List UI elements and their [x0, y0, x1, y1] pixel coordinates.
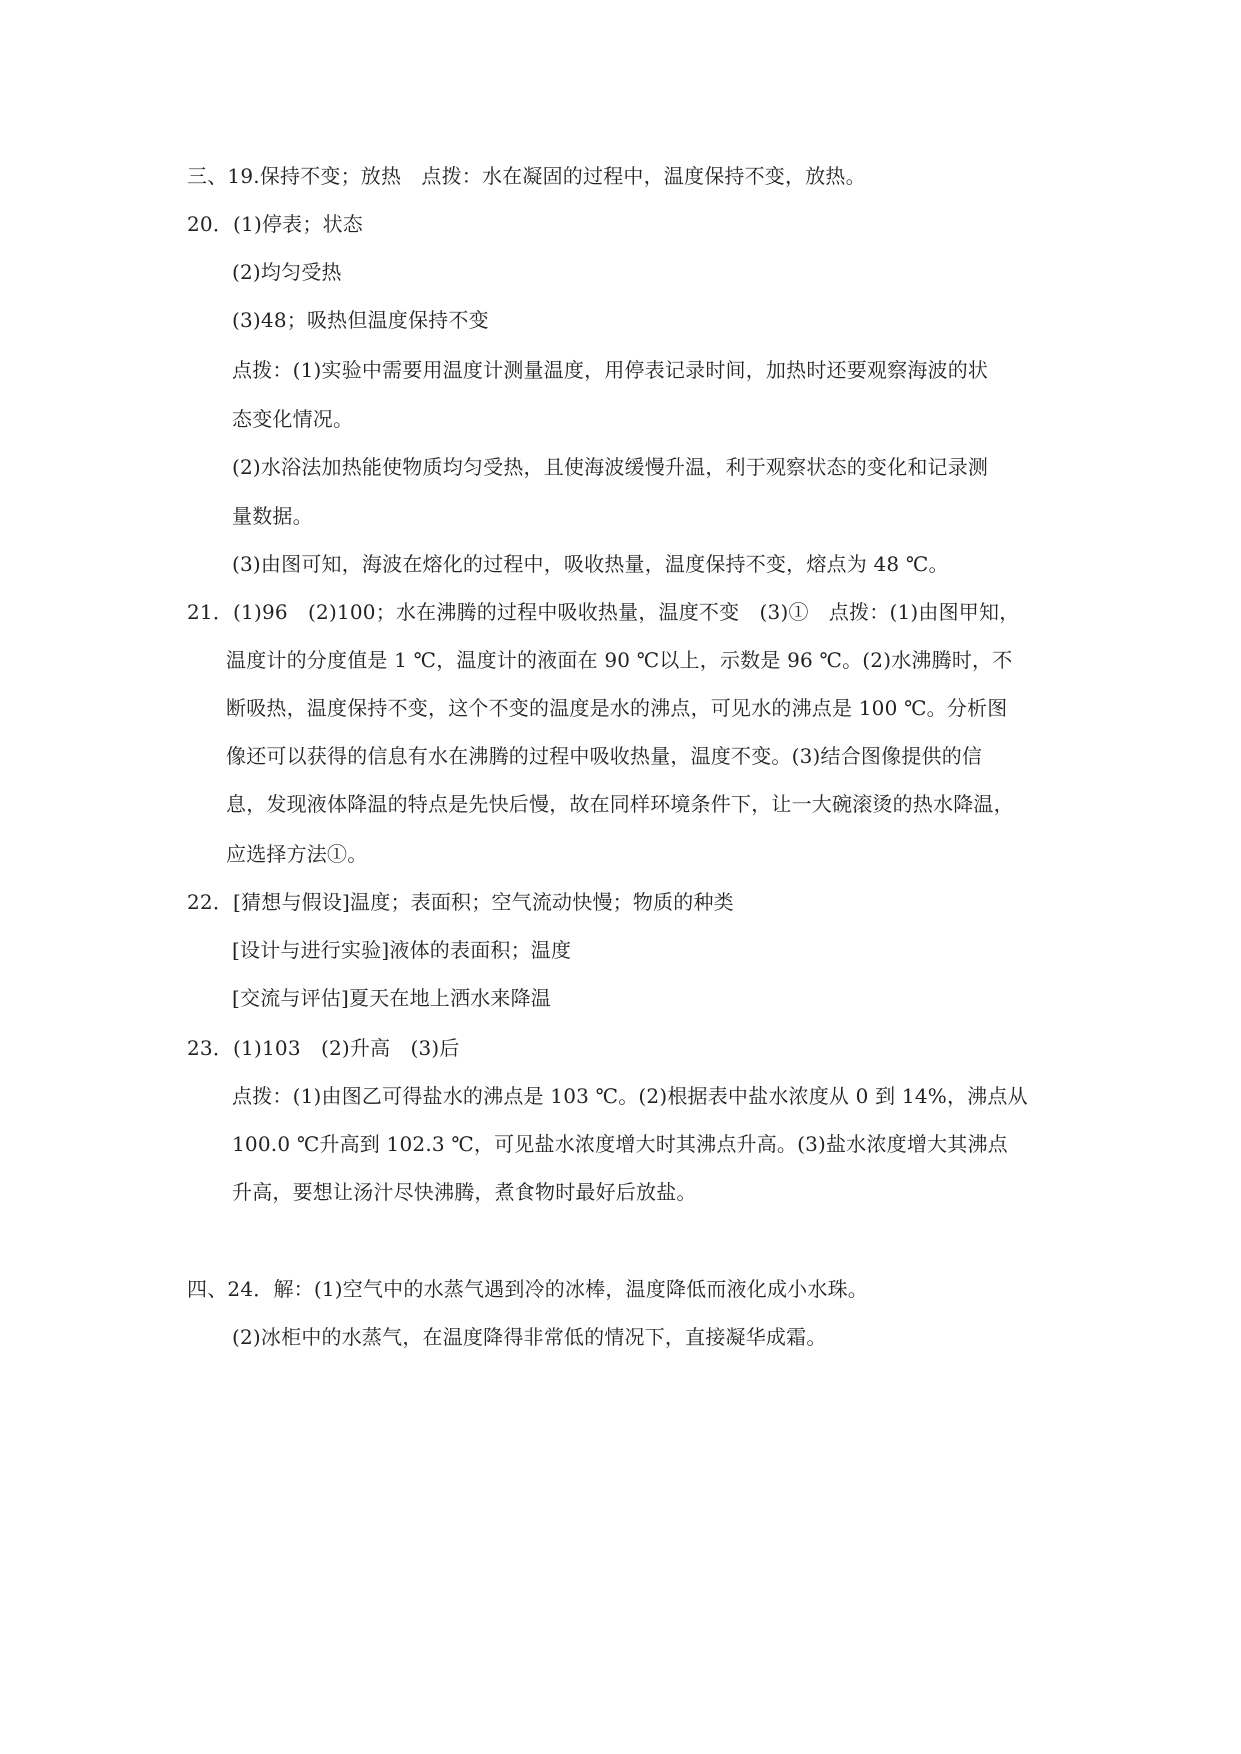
q23-hint-3: 升高，要想让汤汁尽快沸腾，煮食物时最好后放盐。 [232, 1180, 697, 1204]
q20-hint-2a: (2)水浴法加热能使物质均匀受热，且使海波缓慢升温，利于观察状态的变化和记录测 [232, 455, 989, 479]
q22-line-3: [交流与评估]夏天在地上洒水来降温 [232, 986, 552, 1010]
q24-line-2: (2)冰柜中的水蒸气，在温度降得非常低的情况下，直接凝华成霜。 [232, 1325, 827, 1349]
q22-line-2: [设计与进行实验]液体的表面积；温度 [232, 938, 572, 962]
q23-answer: 23．(1)103 (2)升高 (3)后 [187, 1036, 460, 1060]
q21-line-6: 应选择方法①。 [226, 842, 368, 866]
q20-answer-3: (3)48；吸热但温度保持不变 [232, 308, 489, 332]
q21-line-1: 21．(1)96 (2)100；水在沸腾的过程中吸收热量，温度不变 (3)① 点拨：(1)由图甲知， [187, 600, 1020, 624]
q21-line-5: 息，发现液体降温的特点是先快后慢，故在同样环境条件下，让一大碗滚烫的热水降温， [226, 792, 1014, 816]
q21-line-2: 温度计的分度值是 1 ℃，温度计的液面在 90 ℃以上，示数是 96 ℃。(2)水沸腾时，不 [226, 648, 1013, 672]
q21-line-3: 断吸热，温度保持不变，这个不变的温度是水的沸点，可见水的沸点是 100 ℃。分析图 [226, 696, 1008, 720]
q20-hint-1b: 态变化情况。 [232, 407, 354, 431]
q22-line-1: 22．[猜想与假设]温度；表面积；空气流动快慢；物质的种类 [187, 890, 734, 914]
q24-line-1: 四、24．解：(1)空气中的水蒸气遇到冷的冰棒，温度降低而液化成小水珠。 [187, 1277, 868, 1301]
q20-answer-1: 20．(1)停表；状态 [187, 212, 363, 236]
q20-hint-1a: 点拨：(1)实验中需要用温度计测量温度，用停表记录时间，加热时还要观察海波的状 [232, 358, 989, 382]
q23-hint-1: 点拨：(1)由图乙可得盐水的沸点是 103 ℃。(2)根据表中盐水浓度从 0 到 14%，沸点从 [232, 1084, 1028, 1108]
q20-answer-2: (2)均匀受热 [232, 260, 342, 284]
q21-line-4: 像还可以获得的信息有水在沸腾的过程中吸收热量，温度不变。(3)结合图像提供的信 [226, 744, 983, 768]
q19-answer: 三、19.保持不变；放热 点拨：水在凝固的过程中，温度保持不变，放热。 [187, 164, 866, 188]
q20-hint-2b: 量数据。 [232, 504, 313, 528]
q20-hint-3: (3)由图可知，海波在熔化的过程中，吸收热量，温度保持不变，熔点为 48 ℃。 [232, 552, 949, 576]
q23-hint-2: 100.0 ℃升高到 102.3 ℃，可见盐水浓度增大时其沸点升高。(3)盐水浓度增大其沸点 [232, 1132, 1008, 1156]
